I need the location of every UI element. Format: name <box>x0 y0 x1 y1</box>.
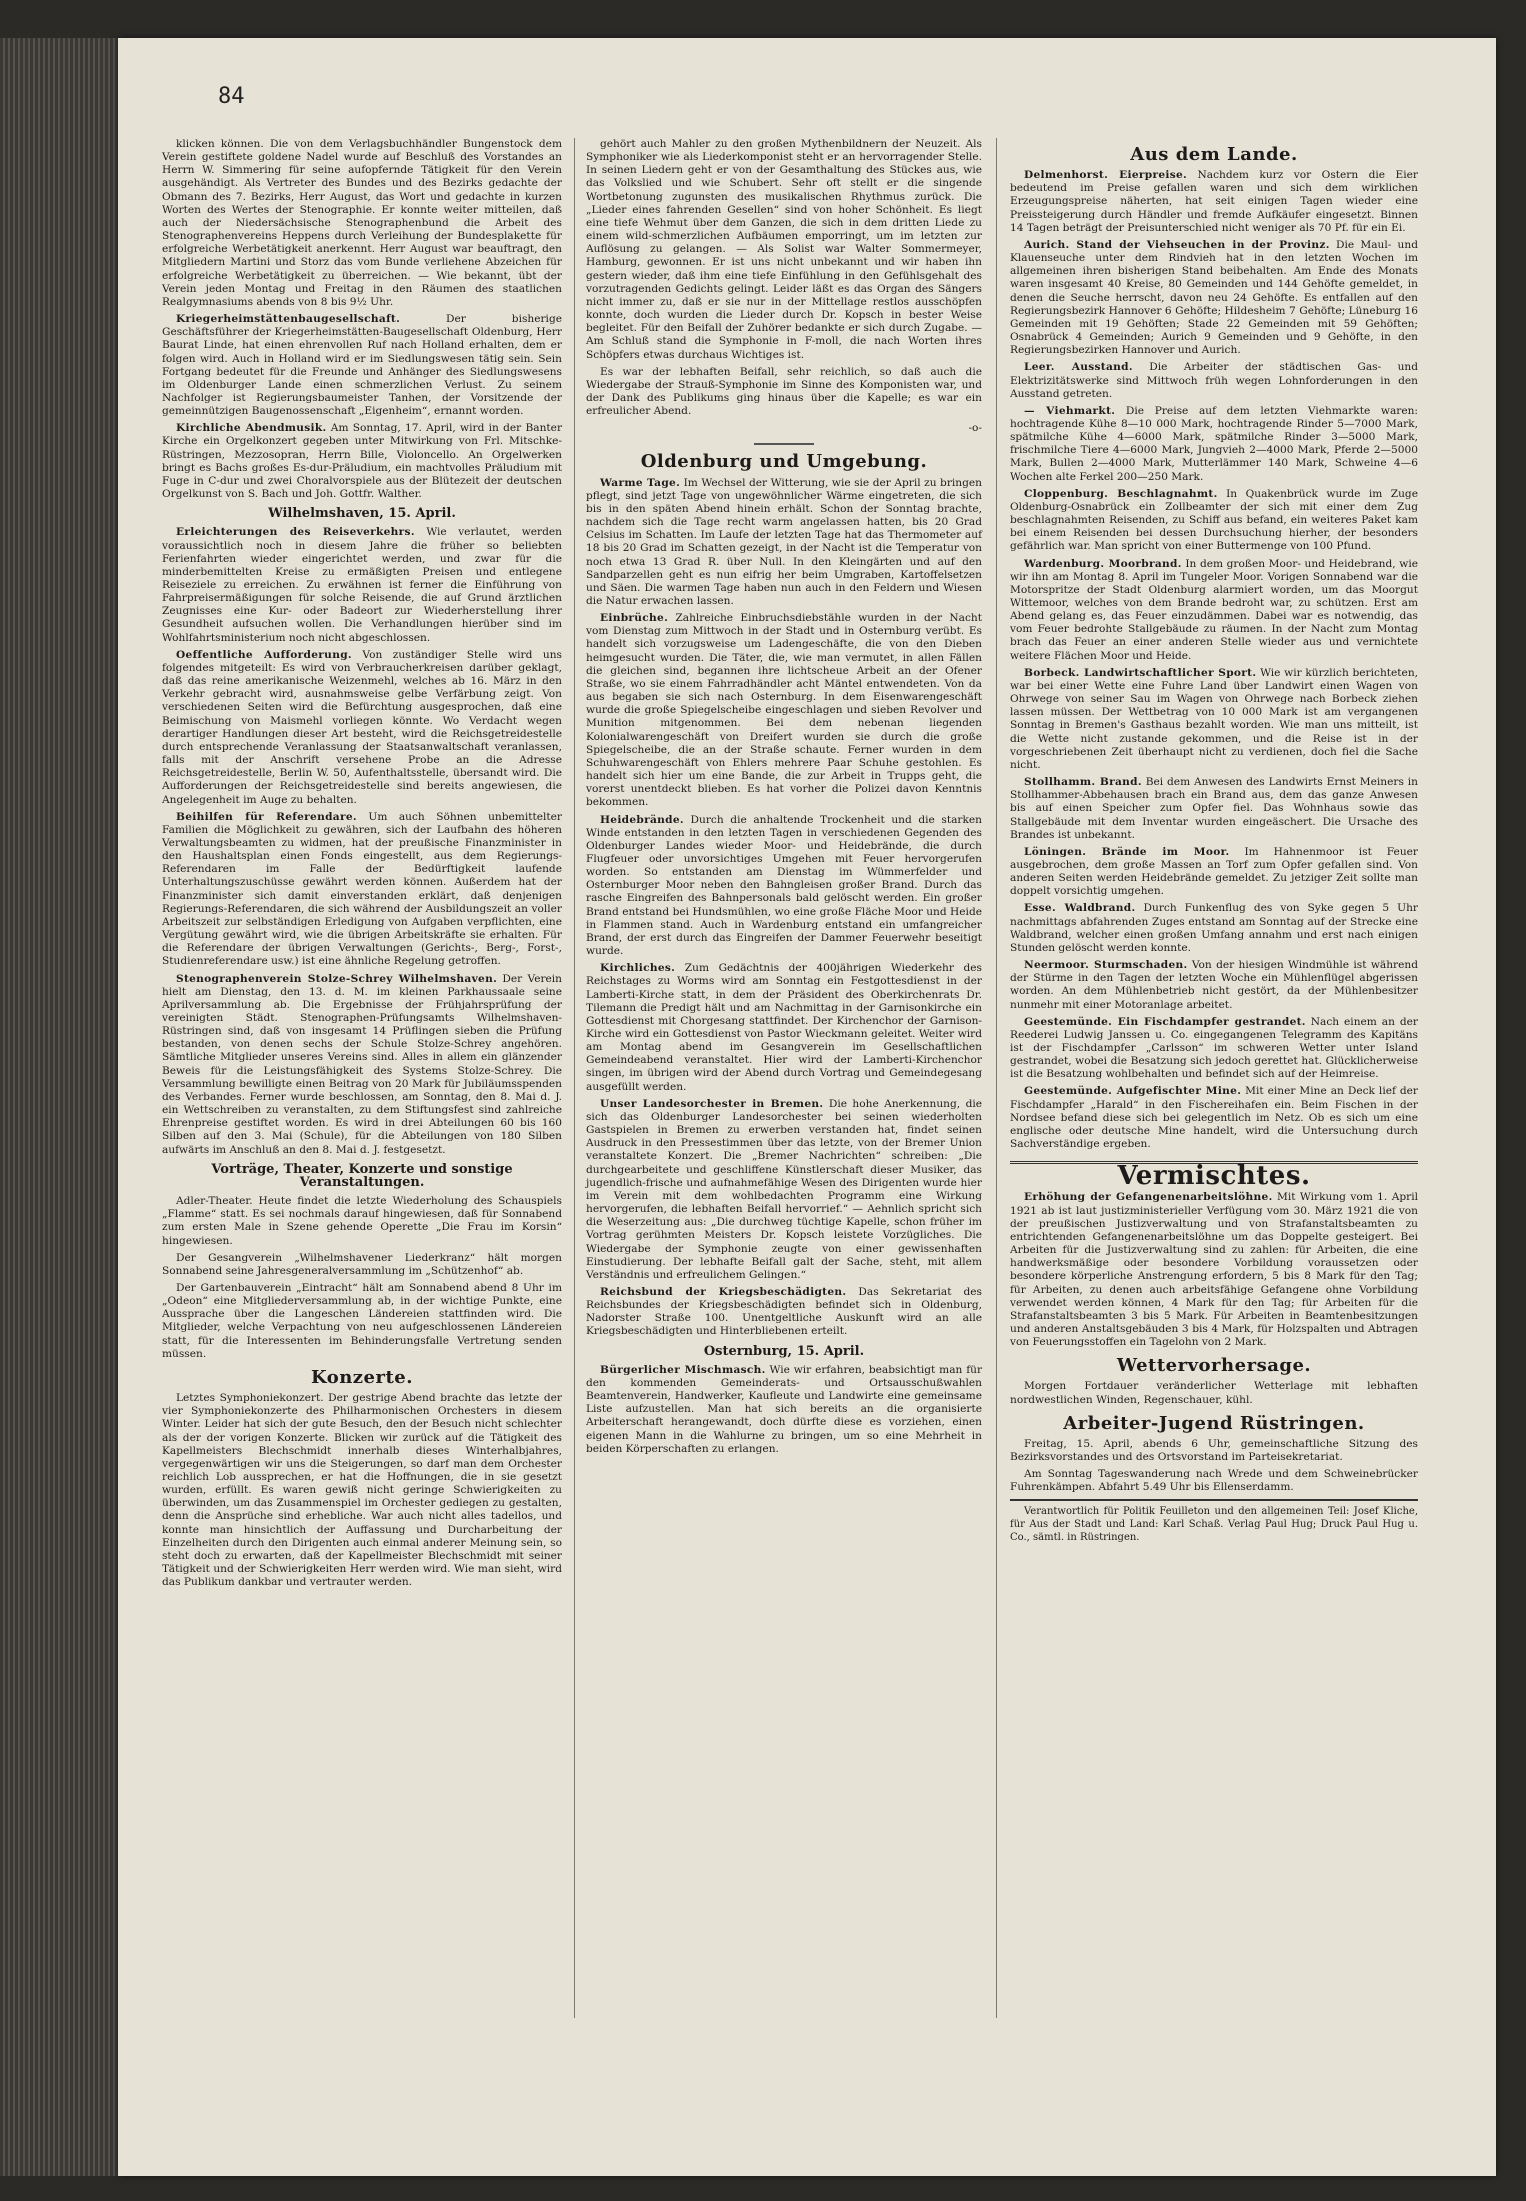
imprint: Verantwortlich für Politik Feuilleton und den allgemeinen Teil: Josef Kliche, für Aus der Stadt und Land: Karl Schaß. Verlag Paul Hug; Druck Paul Hug u. Co., sämtl. in Rüstringen. <box>1010 1499 1418 1544</box>
column-3 <box>1010 138 1418 1548</box>
article-text: Wie verlautet, werden voraussichtlich noch in diesem Jahre die früher so beliebten Ferienfahrten wieder eingerichtet werden, und zwar für die minderbemittelten Kreise zu ermäßigten Preisen und entlegene Reiseziele zu erreichen. Zu erwähnen ist ferner die Einführung von Fahrpreisermäßigungen für solche Reisende, die auf Grund ärztlichen Zeugnisses eine Kur- oder Badeort zur Wiederherstellung ihrer Gesundheit aufsuchen wollen. Die Verhandlungen hierüber sind im Wohlfahrtsministerium noch nicht abgeschlossen. <box>162 526 562 644</box>
article-text: Letztes Symphoniekonzert. Der gestrige Abend brachte das letzte der vier Symphoniekonzerte des Philharmonischen Orchesters in diesem Winter. Leider hat sich der gute Besuch, den der Besuch nicht schlechter als der der vorigen Konzerte. Blicken wir zurück auf die Tätigkeit des Kapellmeisters Blechschmidt innerhalb dieses Winterhalbjahres, vergegenwärtigen wir uns die Steigerungen, so darf man dem Orchester reichlich Lob aussprechen, er hat die Hoffnungen, die in sie gesetzt wurden, erfüllt. Es waren gewiß nicht geringe Schwierigkeiten zu überwinden, um das Zusammenspiel im Orchester gediegen zu gestalten, denn die Ansprüche sind erhebliche. War auch nicht alles tadellos, und konnte man hinsichtlich der Auffassung und Durcharbeitung der Einzelheiten durch den Dirigenten auch einmal anderer Meinung sein, so steht doch zu erwarten, daß der Kapellmeister Blechschmidt mit seiner Tätigkeit und der Schwierigkeiten Herr werden wird. Wie man sieht, wird das Publikum dankbar und vertrauter werden. <box>162 1392 562 1589</box>
article-heading: Kriegerheimstättenbaugesellschaft. <box>176 313 401 326</box>
article-text: Am Sonntag, 17. April, wird in der Banter Kirche ein Orgelkonzert gegeben unter Mitwirkung von Frl. Mitschke-Rüstringen, Mezzosopran, Herrn Bille, Violoncello. An Orgelwerken bringt es Bachs großes Es-dur-Präludium, ein machtvolles Präludium mit Fuge in C-dur und zwei Choralvorspiele aus der Blütezeit der deutschen Orgelkunst von S. Bach und Joh. Gottfr. Walther. <box>162 422 563 501</box>
article-text: In Quakenbrück wurde im Zuge Oldenburg-Osnabrück ein Zollbeamter der sich mit einer dem Zug beschlagnahmten Reisenden, zu Schiff aus befand, ein weiteres Paket kam bei einem Reisenden bei dessen Durchsuchung hierher, der besonders gefährlich war. Man spricht von einer Buttermenge von 100 Pfund. <box>1010 487 1418 553</box>
article-heading: Neermoor. Sturmschaden. <box>1024 959 1188 972</box>
article-text: Um auch Söhnen unbemittelter Familien die Möglichkeit zu gewähren, sich der Laufbahn des höheren Verwaltungsbeamten zu widmen, hat der preußische Finanzminister in den Haushaltsplan einen Fonds eingestellt, aus dem Regierungs-Referendaren im Falle der Bedürftigkeit laufende Unterhaltungszuschüsse gewährt werden können. Außerdem hat der Finanzminister sich damit einverstanden erklärt, daß denjenigen Regierungs-Referendaren, die sich während der Ausbildungszeit an voller Arbeitszeit zur selbständigen Erledigung von Aufgaben verpflichten, eine Vergütung gewährt wird, wie die übrigen Arbeitskräfte sie erhalten. Für die Referendare der übrigen Verwaltungen (Gerichts-, Berg-, Forst-, Studienreferendare usw.) ist eine ähnliche Regelung getroffen. <box>162 810 562 968</box>
section-title-konzerte: Konzerte. <box>310 1366 414 1388</box>
article-text: Das Sekretariat des Reichsbundes der Kriegsbeschädigten befindet sich in Oldenburg, Nadorster Straße 100. Unentgeltliche Auskunft wird an alle Kriegsbeschädigten und Hinterbliebenen erteilt. <box>586 1285 982 1338</box>
article-text: Die Arbeiter der städtischen Gas- und Elektrizitätswerke sind Mittwoch früh wegen Lohnforderungen in den Ausstand getreten. <box>1010 361 1418 400</box>
article-heading: Leer. Ausstand. <box>1024 361 1133 374</box>
article-heading: Löningen. Brände im Moor. <box>1024 845 1230 858</box>
section-title-oldenburg: Oldenburg und Umgebung. <box>640 451 928 473</box>
article-heading: Oeffentliche Aufforderung. <box>176 648 352 661</box>
column-2 <box>586 138 982 1460</box>
article-text: Von zuständiger Stelle wird uns folgendes mitgeteilt: Es wird von Verbraucherkreisen darüber geklagt, daß das reine amerikanische Weizenmehl, welches ab 16. März in den Verkehr gebracht wird, ausnahmsweise gelbe Verfärbung zeigt. Von verschiedenen Seiten wird die Befürchtung ausgesprochen, daß eine Beimischung von Maismehl vorliegen könnte. Wo Verdacht wegen derartiger Handlungen dieser Art besteht, wird die Reichsgetreidestelle durch entsprechende Veranlassung der Staatsanwaltschaft veranlassen, falls mit der Anschrift versehene Probe an die Adresse Reichsgetreidestelle, Berlin W. 50, Aufenthaltsstelle, übersandt wird. Die Aufforderungen der Reichsgetreidestelle sind bereits angewiesen, die Angelegenheit im Auge zu behalten. <box>162 648 562 806</box>
newspaper-page <box>118 38 1496 2176</box>
article-text: In dem großen Moor- und Heidebrand, wie wir ihn am Montag 8. April im Tungeler Moor. Vorigen Sonnabend war die Motorspritze der Stadt Oldenburg alarmiert worden, um das Moorgut Wittemoor, welches von dem Brande bedroht war, zu schützen. Erst am Abend gelang es, das Feuer einzudämmen. Dabei war es notwendig, das vom Feuer bedrohte Stallgebäude zu räumen. In der Nacht zum Montag brach das Feuer an einer anderen Stelle wieder aus und vernichtete weitere Flächen Moor und Heide. <box>1010 557 1418 662</box>
article-heading: Geestemünde. Ein Fischdampfer gestrandet. <box>1024 1015 1306 1028</box>
article-text: Morgen Fortdauer veränderlicher Wetterlage mit lebhaften nordwestlichen Winden, Regenschauer, kühl. <box>1010 1380 1418 1406</box>
article-text: gehört auch Mahler zu den großen Mythenbildnern der Neuzeit. Als Symphoniker wie als Liederkomponist steht er an hervorragender Stelle. In seinen Liedern geht er von der Gesamthaltung des Stückes aus, wie das Volkslied und wie Schubert. Sehr oft stellt er die singende Wortbetonung zugunsten des musikalischen Rhythmus zurück. Die „Lieder eines fahrenden Gesellen“ sind von hoher Schönheit. Es liegt eine tiefe Wehmut über dem Ganzen, die sich in dem dritten Liede zu einem wild-schmerzlichen Aufbäumen emporringt, um im letzten zur Auflösung zu gelangen. — Als Solist war Walter Sommermeyer, Hamburg, gewonnen. Er ist uns nicht unbekannt und wir haben ihn gestern wieder, daß ihm eine tiefe Einfühlung in den Gefühlsgehalt des vorzutragenden Gedichts gelingt. Leider läßt es das Organ des Sängers nicht immer zu, daß er sie nur in der Mittellage restlos ausschöpfen konnte, doch wurden die Lieder durch Dr. Kopsch in bester Weise begleitet. Für den Beifall der Zuhörer bedankte er sich durch Zugabe. — Am Schluß stand die Symphonie in F-moll, die nach Worten ihres Schöpfers etwas durchaus Wichtiges ist. <box>586 138 982 361</box>
column-1 <box>162 138 562 1593</box>
article-heading: Beihilfen für Referendare. <box>176 810 357 823</box>
article-heading: Stollhamm. Brand. <box>1024 776 1142 789</box>
article-heading: Bürgerlicher Mischmasch. <box>600 1363 766 1376</box>
article-heading: — Viehmarkt. <box>1024 404 1116 417</box>
article-text: Es war der lebhaften Beifall, sehr reichlich, so daß auch die Wiedergabe der Strauß-Symphonie im Sinne des Komponisten war, und der Dank des Publikums ging hinaus über die Kapelle; es war ein erfreulicher Abend. <box>586 365 982 418</box>
dateline: Wilhelmshaven, 15. April. <box>268 506 456 522</box>
article-text: Im Wechsel der Witterung, wie sie der April zu bringen pflegt, sind jetzt Tage von ungewöhnlicher Wärme eingetreten, die sich bis in den späten Abend hinein erhält. Schon der Sonntag brachte, nachdem sich die Tage recht warm angelassen hatten, bis 20 Grad Celsius im Schatten. Im Laufe der letzten Tage hat das Thermometer auf 18 bis 20 Grad im Schatten gezeigt, in der Nacht ist die Temperatur von noch etwa 13 Grad R. über Null. In den Kleingärten und auf den Sandparzellen geht es nun eifrig her beim Umgraben, Kartoffelsetzen und Säen. Die warmen Tage haben nun auch in den Feldern und Wiesen die Natur erwachen lassen. <box>586 476 982 607</box>
article-heading: Geestemünde. Aufgefischter Mine. <box>1024 1085 1242 1098</box>
article-heading: Aurich. Stand der Viehseuchen in der Provinz. <box>1024 238 1330 251</box>
article-text: Im Hahnenmoor ist Feuer ausgebrochen, dem große Massen an Torf zum Opfer gefallen sind. Von anderen Seiten werden Heidebrände gemeldet. Zu jetziger Zeit sollte man doppelt vorsichtig umgehen. <box>1010 845 1418 898</box>
article-heading: Stenographenverein Stolze-Schrey Wilhelmshaven. <box>176 972 498 985</box>
article-heading: Erleichterungen des Reiseverkehrs. <box>176 526 415 539</box>
article-text: Der Gesangverein „Wilhelmshavener Liederkranz“ hält morgen Sonnabend seine Jahresgeneralversammlung im „Schützenhof“ ab. <box>162 1251 562 1277</box>
article-text: Die Maul- und Klauenseuche unter dem Rindvieh hat in den letzten Wochen im allgemeinen ihren bisherigen Stand beibehalten. Am Ende des Monats waren insgesamt 40 Kreise, 80 Gemeinden und 144 Gehöfte gemeldet, in denen die Seuche herrscht, davon neu 24 Gehöfte. Es entfallen auf den Regierungsbezirk Hannover 6 Gehöfte; Hildesheim 7 Gehöfte; Lüneburg 16 Gemeinden mit 19 Gehöften; Stade 22 Gemeinden mit 59 Gehöften; Osnabrück 4 Gemeinden; Aurich 9 Gemeinden und 9 Gehöfte, in den Regierungsbezirken Hannover und Aurich. <box>1010 238 1418 357</box>
article-heading: Einbrüche. <box>600 612 669 625</box>
article-text: Zahlreiche Einbruchsdiebstähle wurden in der Nacht vom Dienstag zum Mittwoch in der Stadt und in Osternburg verübt. Es handelt sich vorzugsweise um Ladengeschäfte, die von den Dieben heimgesucht wurden. Die Täter, die, wie man vermutet, in allen Fällen die gleichen sind, begannen ihre lichtscheue Arbeit an der Ofener Straße, wo sie einem Fahrradhändler acht Mäntel entwendeten. Von da aus begaben sie sich nach Osternburg. In dem Eisenwarengeschäft wurde die große Spiegelscheibe eingeschlagen und sieben Revolver und Munition mitgenommen. Bei dem nebenan liegenden Kolonialwarengeschäft von Dreifert wurden sie durch die große Spiegelscheibe, die an der Straße schaute. Ferner wurden in dem Schuhwarengeschäft von Ehlers mehrere Paar Schuhe gestohlen. Es handelt sich hier um eine Bande, die zur Arbeit in Trupps geht, die vorerst unentdeckt blieben. Es hat vorher die Polizei davon Kenntnis bekommen. <box>586 612 982 809</box>
article-text: Wie wir kürzlich berichteten, war bei einer Wette eine Fuhre Land über Landwirt einen Wagen von Ohrwege von seiner Sau im Wagen von Ohrwege nach Borbeck ziehen lassen müssen. Der Wettbetrag von 10 000 Mark ist am vergangenen Sonntag in Bremen's Gasthaus bezahlt worden. Wie man uns mitteilt, ist die Wette nicht zustande gekommen, und die Reise ist in der vorgeschriebenen Zeit überhaupt nicht zu verdienen, doch fiel die Sache nicht. <box>1010 666 1419 771</box>
article-text: Freitag, 15. April, abends 6 Uhr, gemeinschaftliche Sitzung des Bezirksvorstandes und des Ortsvorstand im Parteisekretariat. <box>1010 1437 1418 1464</box>
article-text: Die hohe Anerkennung, die sich das Oldenburger Landesorchester bei seinen wiederholten Gastspielen in Bremen zu erwerben verstanden hat, findet seinen Ausdruck in den Pressestimmen über das letzte, von der Bremer Union veranstaltete Konzert. Die „Bremer Nachrichten“ schreiben: „Die durchgearbeitete und geschliffene Künstlerschaft dieser Musiker, das jugendlich-frische und aufnahmefähige Wesen des Dirigenten wurde hier im Verein mit dem wohlbedachten Programm eine Wirkung hervorgerufen, die lebhaften Beifall hervorrief.“ — Aehnlich spricht sich die Weserzeitung aus: „Die durchweg tüchtige Kapelle, schon früher im Vortrag gerühmten Meisters Dr. Kopsch leistete Vorzügliches. Die Wiedergabe der Symphonie zeugte von einer gewissenhaften Einstudierung. Der lebhafte Beifall galt der Sache, steht, mit allem Verständnis und erfreulichem Gelingen.“ <box>586 1097 983 1281</box>
article-text: Von der hiesigen Windmühle ist während der Stürme in den Tagen der letzten Woche ein Mühlenflügel abgerissen worden. An dem Mühlenbetrieb nicht gestört, da der Mühlenbesitzer nunmehr mit einer Motoranlage arbeitet. <box>1010 959 1418 1011</box>
article-text: Adler-Theater. Heute findet die letzte Wiederholung des Schauspiels „Flamme“ statt. Es sei nochmals darauf hingewiesen, daß für Sonnabend zum ersten Male in Szene gehende Operette „Die Frau im Korsin“ hingewiesen. <box>162 1195 562 1247</box>
author-sign: -o- <box>968 422 982 435</box>
article-heading: Wardenburg. Moorbrand. <box>1024 557 1182 570</box>
article-heading: Reichsbund der Kriegsbeschädigten. <box>600 1285 847 1298</box>
section-title-lande: Aus dem Lande. <box>1130 144 1298 165</box>
article-heading: Unser Landesorchester in Bremen. <box>600 1097 824 1110</box>
dateline: Osternburg, 15. April. <box>703 1343 865 1359</box>
article-heading: Kirchliche Abendmusik. <box>176 422 327 435</box>
article-text: Der Verein hielt am Dienstag, den 13. d. M. im kleinen Parkhaussaale seine Aprilversammlung ab. Die Ergebnisse der Frühjahrsprüfung der vereinigten Städt. Stenographen-Prüfungsamts Wilhelmshaven-Rüstringen sind, daß von insgesamt 14 Prüflingen sieben die Prüfung bestanden, von denen sechs der Schule Stolze-Schrey angehören. Sämtliche Mitglieder unseres Vereins sind. Alles in allem ein glänzender Beweis für die Leistungsfähigkeit des Systems Stolze-Schrey. Die Versammlung bewilligte einen Beitrag von 20 Mark für Jubiläumsspenden des Verbandes. Ferner wurde beschlossen, am Sonntag, den 8. Mai d. J. ein Wettschreiben zu veranstalten, zu dem Stiftungsfest sind zahlreiche Ehrenpreise gestiftet worden. Es wird in drei Abteilungen 60 bis 160 Silben auf den 3. Mai (Schule), für die Abteilungen von 180 Silben aufwärts im Anschluß an den 8. Mai d. J. festgesetzt. <box>162 972 563 1156</box>
article-text: Mit Wirkung vom 1. April 1921 ab ist laut justizministerieller Verfügung vom 30. März 1921 die von der preußischen Justizverwaltung und von Strafanstaltsbeamten zu entrichtenden Gefangenenarbeitslöhne um das Doppelte gesteigert. Bei Arbeiten für die Justizverwaltung sind zu zahlen: für Arbeiten, die eine handwerksmäßige oder besondere Vorbildung voraussetzen oder besondere körperliche Anstrengung erfordern, 5 bis 8 Mark für den Tag; für Arbeiten, zu denen auch arbeitsfähige Gefangene ohne Vorbildung verwendet werden können, 4 Mark für den Tag; für Arbeiten für die Strafanstaltsbeamten 3 bis 5 Mark. Für Arbeiten in Beamtenbesitzungen und anderen Anstaltsgebäuden 3 bis 4 Mark, für Holzspalten und Abtragen von Feuerungsstoffen ein Tagelohn von 2 Mark. <box>1010 1191 1418 1349</box>
article-text: Mit einer Mine an Deck lief der Fischdampfer „Harald“ in den Fischereihafen ein. Beim Fischen in der Nordsee befand diese sich bei gelegentlich im Netz. Ob es sich um eine englische oder deutsche Mine handelt, wird die Untersuchung durch Sachverständige ergeben. <box>1010 1085 1418 1151</box>
section-title-wetter: Wettervorhersage. <box>1116 1355 1312 1377</box>
section-heading: Vorträge, Theater, Konzerte und sonstige Veranstaltungen. <box>211 1161 513 1190</box>
article-heading: Heidebrände. <box>600 813 684 826</box>
article-heading: Borbeck. Landwirtschaftlicher Sport. <box>1024 666 1257 679</box>
article-text: Durch die anhaltende Trockenheit und die starken Winde entstanden in den letzten Tagen in verschiedenen Gegenden des Oldenburger Landes wieder Moor- und Heidebrände, die durch Flugfeuer oder unvorsichtiges Umgehen mit Feuer hervorgerufen worden. So entstanden am Dienstag im Wümmerfelder und Osternburger Moor neben den Bahngleisen großer Brand. Durch das rasche Eingreifen des Bahnpersonals bald gelöscht werden. Ein großer Brand entstand bei Hundsmühlen, wo eine große Fläche Moor und Heide in Flammen stand. Auch in Wardenburg entstand ein umfangreicher Brand, der erst durch das Eingreifen der Dammer Feuerwehr beseitigt wurde. <box>586 813 982 958</box>
article-text: Der Gartenbauverein „Eintracht“ hält am Sonnabend abend 8 Uhr im „Odeon“ eine Mitgliederversammlung ab, in der wichtige Punkte, eine Aussprache über die Langeschen Ländereien stattfinden wird. Die Mitglieder, welche Verpachtung von neu aufgeschlossenen Ländereien statt, für die Interessenten im Behinderungsfalle Vertretung senden müssen. <box>162 1281 562 1360</box>
article-heading: Cloppenburg. Beschlagnahmt. <box>1024 487 1218 500</box>
article-text: Bei dem Anwesen des Landwirts Ernst Meiners in Stollhammer-Abbehausen brach ein Brand aus, dem das ganze Anwesen bis auf einen Speicher zum Opfer fiel. Das Wohnhaus sowie das Stallgebäude mit dem Inventar wurden eingeäschert. Die Ursache des Brandes ist unbekannt. <box>1010 776 1418 841</box>
book-spine <box>0 38 118 2176</box>
separator <box>754 443 814 445</box>
article-text: Der bisherige Geschäftsführer der Kriegerheimstätten-Baugesellschaft Oldenburg, Herr Baurat Linde, hat einen ehrenvollen Ruf nach Holland erhalten, dem er folgen wird. Auch in Holland wird er im Siedlungswesen tätig sein. Sein Fortgang bedeutet für die Freunde und Anhänger des Siedlungswesens im Oldenburger Lande einen schmerzlichen Verlust. Zu seinem Nachfolger ist Regierungsbaumeister Tanhen, der Vorsitzende der gemeinnützigen Baugenossenschaft „Eigenheim“, ernannt worden. <box>162 313 562 418</box>
article-heading: Warme Tage. <box>600 476 681 489</box>
article-text: klicken können. Die von dem Verlagsbuchhändler Bungenstock dem Verein gestiftete goldene Nadel wurde auf Beschluß des Vorstandes an Herrn W. Simmering für seine aufopfernde Tätigkeit für den Verein ausgehändigt. Als Vertreter des Bundes und des Bezirks gedachte der Obmann des 7. Bezirks, Herr August, das Wort und gedachte in kurzen Worten des Wertes der Stenographie. Er konnte weiter mitteilen, daß auch der Niedersächsische Stenographenbund die Arbeit des Stenographenvereins Heppens durch Verleihung der Bundesplakette für erfolgreiche Werbetätigkeit anerkennt. Herr August war beauftragt, den Mitgliedern Martini und Storz das vom Bunde verliehene Abzeichen für erfolgreiche Werbetätigkeit zu überreichen. — Wie bekannt, übt der Verein jeden Montag und Freitag in den Räumen des staatlichen Realgymnasiums abends von 8 bis 9½ Uhr. <box>162 138 562 308</box>
column-divider <box>996 138 997 2018</box>
article-heading: Esse. Waldbrand. <box>1024 902 1136 915</box>
section-title-vermischtes: Vermischtes. <box>1010 1161 1418 1183</box>
article-text: Wie wir erfahren, beabsichtigt man für den kommenden Gemeinderats- und Ortsausschußwahlen Beamtenverein, Handwerker, Kaufleute und Landwirte eine gemeinsame Liste aufzustellen. Man hat sich bereits an die organisierte Arbeiterschaft herangewandt, doch dürfte diese es vorziehen, einen eigenen Mann in die Wahlurne zu bringen, um so eine Mehrheit in beiden Körperschaften zu erlangen. <box>586 1363 983 1455</box>
article-text: Nach einem an der Reederei Ludwig Janssen u. Co. eingegangenen Telegramm des Kapitäns ist der Fischdampfer „Carlsson“ im schweren Wetter unter Island gestrandet, wobei die Besatzung sich jedoch gerettet hat. Glücklicherweise ist die Besatzung wohlbehalten und befindet sich auf der Heimreise. <box>1010 1015 1418 1081</box>
article-heading: Erhöhung der Gefangenenarbeitslöhne. <box>1024 1191 1273 1204</box>
article-text: Durch Funkenflug des von Syke gegen 5 Uhr nachmittags abfahrenden Zuges entstand am Sonntag auf der Strecke eine Waldbrand, welcher einen großen Umfang annahm und erst nach einigen Stunden gelöscht werden konnte. <box>1010 902 1418 954</box>
article-text: Nachdem kurz vor Ostern die Eier bedeutend im Preise gefallen waren und sich dem wirklichen Erzeugungspreise näherten, hat seit einigen Tagen wieder eine Preissteigerung durch Händler und fremde Aufkäufer eingesetzt. Binnen 14 Tagen beträgt der Preisunterschied nicht weniger als 70 Pf. für ein Ei. <box>1010 169 1418 234</box>
article-heading: Kirchliches. <box>600 962 676 975</box>
article-heading: Delmenhorst. Eierpreise. <box>1024 169 1188 182</box>
article-text: Am Sonntag Tageswanderung nach Wrede und dem Schweinebrücker Fuhrenkämpen. Abfahrt 5.49 Uhr bis Ellenserdamm. <box>1010 1468 1418 1494</box>
section-title-arbeiter-jugend: Arbeiter-Jugend Rüstringen. <box>1063 1412 1365 1434</box>
article-text: Die Preise auf dem letzten Viehmarkte waren: hochtragende Kühe 8—10 000 Mark, hochtragende Rinder 5—7000 Mark, spätmilche Kühe 4—6000 Mark, spätmilche Rinder 3—5000 Mark, frischmilche Tiere 4—6000 Mark, Jungvieh 2—4000 Mark, Pferde 2—5000 Mark, Bullen 2—4000 Mark, Mutterlämmer 140 Mark, Schweine 4—6 Wochen alte Ferkel 200—250 Mark. <box>1010 404 1418 483</box>
article-text: Zum Gedächtnis der 400jährigen Wiederkehr des Reichstages zu Worms wird am Sonntag ein Festgottesdienst in der Lamberti-Kirche statt, in dem der Präsident des Oberkirchenrats Dr. Tilemann die Predigt hält und am Nachmittag in der Garnisonkirche ein Gottesdienst mit Chorgesang stattfindet. Der Kirchenchor der Garnison-Kirche wird ein Gottesdienst von Pastor Wieckmann geleitet. Weiter wird am Montag abend im Gesangverein im Gesellschaftlichen Gemeindeabend veranstaltet. Hier wird der Lamberti-Kirchenchor singen, im übrigen wird der Abend durch Vortrag und Gemeindegesang ausgefüllt werden. <box>586 962 982 1093</box>
page-number: 84 <box>218 84 245 109</box>
column-divider <box>574 138 575 2018</box>
